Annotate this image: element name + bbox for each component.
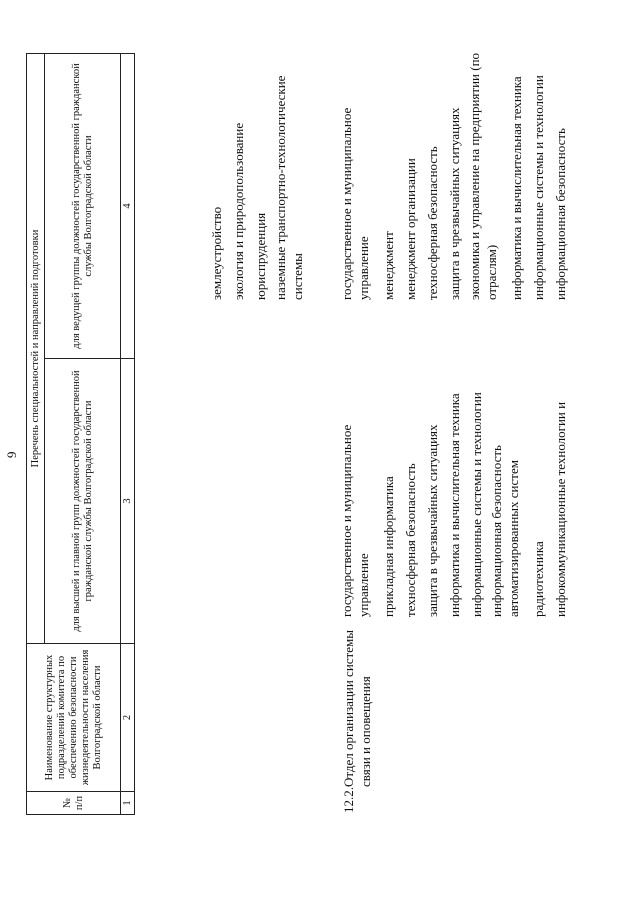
row-number: 12.2. [341, 787, 356, 813]
list-item: инфокоммуникационные технологии и [553, 401, 568, 617]
list-item: информационная безопасность автоматизированных систем [489, 445, 521, 617]
col-index-3: 3 [121, 359, 135, 644]
list-item: экология и природопользование [231, 122, 246, 300]
department-name: Отдел организации системы связи и оповещения [341, 630, 373, 787]
list-item: защита в чрезвычайных ситуациях [425, 424, 440, 617]
list-item: государственное и муниципальное управление [339, 424, 371, 617]
list-item: радиотехника [531, 541, 546, 617]
col-senior-header: для высшей и главной групп должностей государственной гражданской службы Волгоградской области [45, 359, 121, 644]
page-number: 9 [4, 451, 19, 458]
list-item: информационные системы и технологии [469, 392, 484, 617]
col-index-4: 4 [121, 53, 135, 358]
col-index-1: 1 [121, 792, 135, 815]
col-leading-header: для ведущей группы должностей государственной гражданской службы Волгоградской области [45, 53, 121, 358]
list-item: государственное и муниципальное управление [339, 107, 371, 300]
list-item: информационные системы и технологии [531, 75, 546, 300]
list-item: техносферная безопасность [403, 463, 418, 617]
list-item: менеджмент организации [403, 158, 418, 300]
table-header [26, 53, 135, 815]
list-item: техносферная безопасность [425, 146, 440, 300]
list-item: информационная безопасность [553, 128, 568, 300]
list-item: прикладная информатика [381, 476, 396, 617]
col-name-header: Наименование структурных подразделений комитета по обеспечению безопасности жизнедеятельности населения Волгоградской области [27, 644, 121, 792]
list-item: информатика и вычислительная техника [509, 76, 524, 300]
list-item: защита в чрезвычайных ситуациях [447, 107, 462, 300]
list-item: менеджмент [381, 231, 396, 300]
list-item: информатика и вычислительная техника [447, 393, 462, 617]
list-item: юриспруденция [253, 212, 268, 300]
col-num-header: № п/п [27, 792, 121, 815]
col-index-2: 2 [121, 644, 135, 792]
col-group-header: Перечень специальностей и направлений подготовки [27, 53, 45, 643]
list-item: землеустройство [209, 206, 224, 300]
list-item: наземные транспортно-технологические системы [273, 75, 305, 300]
carryover-col4 [206, 48, 306, 300]
list-item: экономика и управление на предприятии (по отраслям) [467, 52, 499, 300]
row-col4-list [338, 0, 572, 300]
row-col3-list [338, 327, 572, 617]
